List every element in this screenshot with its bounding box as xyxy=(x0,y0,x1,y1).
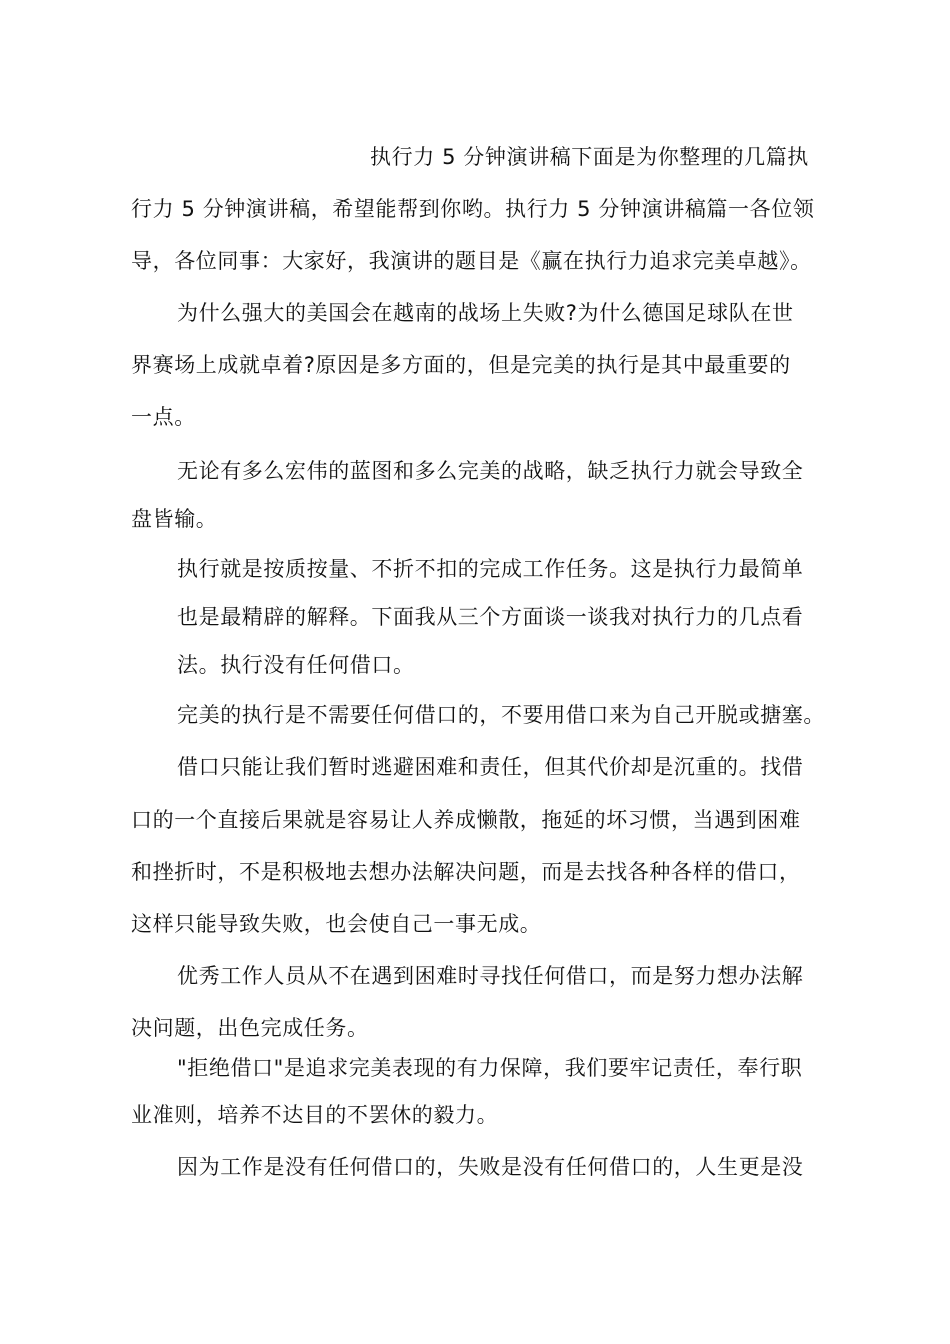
text-line: 借口只能让我们暂时逃避困难和责任，但其代价却是沉重的。找借 xyxy=(177,755,804,779)
text-line: 因为工作是没有任何借口的，失败是没有任何借口的，人生更是没 xyxy=(177,1155,804,1179)
text-line: 和挫折时，不是积极地去想办法解决问题，而是去找各种各样的借口， xyxy=(131,860,801,884)
text-line: 执行就是按质按量、不折不扣的完成工作任务。这是执行力最简单 xyxy=(177,557,804,581)
text-line: 也是最精辟的解释。下面我从三个方面谈一谈我对执行力的几点看 xyxy=(177,605,804,629)
text-line: 执行力 5 分钟演讲稿下面是为你整理的几篇执 xyxy=(370,145,809,169)
text-line: 无论有多么宏伟的蓝图和多么完美的战略，缺乏执行力就会导致全 xyxy=(177,459,804,483)
text-line: 行力 5 分钟演讲稿，希望能帮到你哟。执行力 5 分钟演讲稿篇一各位领 xyxy=(131,197,815,221)
text-line: 决问题，出色完成任务。 xyxy=(131,1016,369,1040)
text-line: 导，各位同事：大家好，我演讲的题目是《赢在执行力追求完美卓越》。 xyxy=(131,249,812,273)
text-line: 优秀工作人员从不在遇到困难时寻找任何借口，而是努力想办法解 xyxy=(177,964,804,988)
text-line: 为什么强大的美国会在越南的战场上失败?为什么德国足球队在世 xyxy=(177,301,794,325)
text-line: 一点。 xyxy=(131,405,196,429)
text-line: 完美的执行是不需要任何借口的，不要用借口来为自己开脱或搪塞。 xyxy=(177,703,825,727)
text-line: 业准则，培养不达目的不罢休的毅力。 xyxy=(131,1103,499,1127)
text-line: 这样只能导致失败，也会使自己一事无成。 xyxy=(131,912,542,936)
text-line: 界赛场上成就卓着?原因是多方面的，但是完美的执行是其中最重要的 xyxy=(131,353,791,377)
text-line: 法。执行没有任何借口。 xyxy=(177,653,415,677)
text-line: 盘皆输。 xyxy=(131,507,218,531)
text-line: "拒绝借口"是追求完美表现的有力保障，我们要牢记责任，奉行职 xyxy=(177,1056,803,1080)
text-line: 口的一个直接后果就是容易让人养成懒散，拖延的坏习惯，当遇到困难 xyxy=(131,808,801,832)
